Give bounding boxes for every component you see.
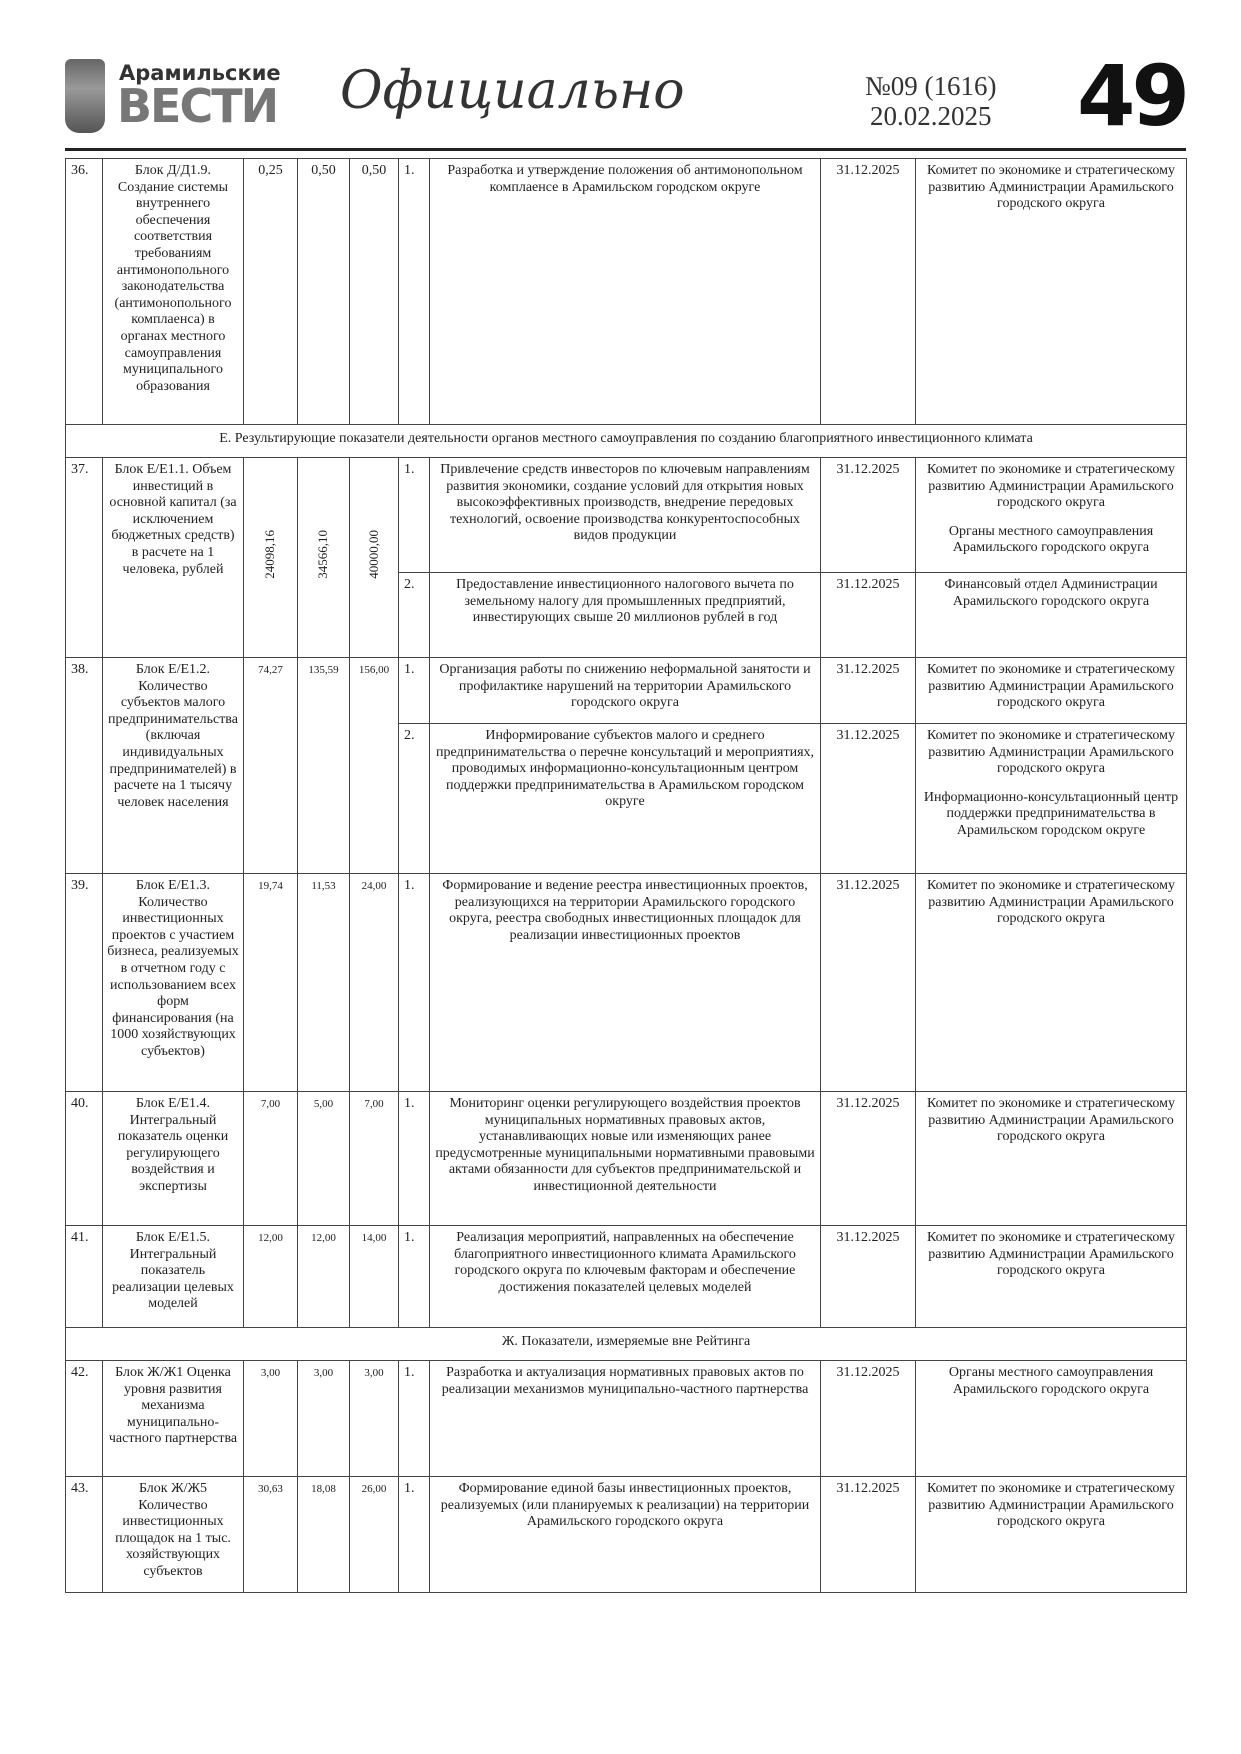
section-row [66, 425, 1187, 458]
responsible [916, 724, 1187, 874]
section-row [66, 1328, 1187, 1361]
responsible [916, 1092, 1187, 1226]
responsible [916, 658, 1187, 724]
responsible-party: Комитет по экономике и стратегическому развитию Администрации Арамильского городского округа [927, 1230, 1175, 1279]
table-row [66, 1226, 1187, 1328]
indicator-name: Блок Ж/Ж5 Количество инвестиционных площадок на 1 тыс. хозяйствующих субъектов [103, 1477, 244, 1593]
deadline: 31.12.2025 [821, 573, 916, 658]
measures-table [65, 158, 1187, 1593]
indicator-value-1: 74,27 [244, 658, 298, 874]
issue-number: №09 (1616) [865, 71, 997, 101]
indicator-value-3: 3,00 [350, 1361, 399, 1477]
deadline: 31.12.2025 [821, 1092, 916, 1226]
row-number: 41. [66, 1226, 103, 1328]
indicator-value-2: 135,59 [298, 658, 350, 874]
measure-number: 1. [399, 658, 430, 724]
section-heading: Е. Результирующие показатели деятельности органов местного самоуправления по созданию благоприятного инвестиционного климата [66, 425, 1187, 458]
table-row [66, 1361, 1187, 1477]
measure-number: 1. [399, 1361, 430, 1477]
deadline: 31.12.2025 [821, 658, 916, 724]
indicator-value-2: 0,50 [298, 159, 350, 425]
indicator-name: Блок Е/Е1.1. Объем инвестиций в основной капитал (за исключением бюджетных средств) в расчете на 1 человека, рублей [103, 458, 244, 658]
deadline: 31.12.2025 [821, 458, 916, 573]
indicator-value-3: 0,50 [350, 159, 399, 425]
deadline: 31.12.2025 [821, 874, 916, 1092]
indicator-value-2: 11,53 [298, 874, 350, 1092]
table-row [66, 1092, 1187, 1226]
responsible-party: Комитет по экономике и стратегическому развитию Администрации Арамильского городского округа [927, 878, 1175, 927]
measure-text: Организация работы по снижению неформальной занятости и профилактике нарушений на территории Арамильского городского округа [430, 658, 821, 724]
indicator-value-2 [298, 458, 350, 658]
responsible-party: Органы местного самоуправления Арамильского городского округа [948, 523, 1154, 556]
measure-text: Разработка и утверждение положения об антимонопольном комплаенсе в Арамильском городском округе [430, 159, 821, 425]
table-row [66, 159, 1187, 425]
measure-text: Формирование и ведение реестра инвестиционных проектов, реализующихся на территории Арамильского городского округа, реестра свободных инвестиционных площадок для реализации инвестиционных проектов [430, 874, 821, 1092]
deadline: 31.12.2025 [821, 1477, 916, 1593]
row-number: 43. [66, 1477, 103, 1593]
indicator-value-3 [350, 458, 399, 658]
indicator-value-2: 3,00 [298, 1361, 350, 1477]
header-rule [65, 148, 1186, 151]
indicator-value-3: 14,00 [350, 1226, 399, 1328]
responsible-party: Информационно-консультационный центр поддержки предпринимательства в Арамильском городском округе [923, 789, 1179, 838]
indicator-value-3: 156,00 [350, 658, 399, 874]
responsible-party: Комитет по экономике и стратегическому развитию Администрации Арамильского городского округа [927, 462, 1175, 511]
deadline: 31.12.2025 [821, 1361, 916, 1477]
responsible-party: Финансовый отдел Администрации Арамильского городского округа [944, 577, 1158, 609]
responsible-party: Комитет по экономике и стратегическому развитию Администрации Арамильского городского округа [927, 163, 1175, 212]
indicator-value-2: 5,00 [298, 1092, 350, 1226]
responsible [916, 1477, 1187, 1593]
responsible [916, 458, 1187, 573]
value-text: 24098,16 [262, 530, 278, 580]
measure-number: 1. [399, 458, 430, 573]
indicator-name: Блок Е/Е1.2. Количество субъектов малого предпринимательства (включая индивидуальных предпринимателей) в расчете на 1 тысячу человек населения [103, 658, 244, 874]
indicator-value-3: 24,00 [350, 874, 399, 1092]
measure-text: Формирование единой базы инвестиционных проектов, реализуемых (или планируемых к реализации) на территории Арамильского городского округа [430, 1477, 821, 1593]
indicator-value-1: 30,63 [244, 1477, 298, 1593]
responsible-party: Комитет по экономике и стратегическому развитию Администрации Арамильского городского округа [927, 1096, 1175, 1145]
measure-text: Предоставление инвестиционного налогового вычета по земельному налогу для промышленных предприятий, инвестирующих свыше 20 миллионов рублей в год [430, 573, 821, 658]
indicator-value-1: 19,74 [244, 874, 298, 1092]
value-text: 34566,10 [315, 530, 331, 580]
row-number: 39. [66, 874, 103, 1092]
indicator-value-2: 12,00 [298, 1226, 350, 1328]
indicator-name: Блок Е/Е1.4. Интегральный показатель оценки регулирующего воздействия и экспертизы [103, 1092, 244, 1226]
deadline: 31.12.2025 [821, 1226, 916, 1328]
indicator-name: Блок Ж/Ж1 Оценка уровня развития механизма муниципально-частного партнерства [103, 1361, 244, 1477]
page-number: 49 [1077, 47, 1186, 145]
newspaper-logo [65, 59, 290, 139]
measure-number: 2. [399, 573, 430, 658]
row-number: 37. [66, 458, 103, 658]
measure-text: Реализация мероприятий, направленных на обеспечение благоприятного инвестиционного климата Арамильского городского округа по ключевым факторам и обеспечение достижения показателей целевых моделей [430, 1226, 821, 1328]
indicator-value-1 [244, 458, 298, 658]
measure-number: 1. [399, 1226, 430, 1328]
measure-text: Информирование субъектов малого и среднего предпринимательства о перечне консультаций и мероприятиях, проводимых информационно-консультационным центром поддержки предпринимательства в Арамильском городском округе [430, 724, 821, 874]
measure-text: Мониторинг оценки регулирующего воздействия проектов муниципальных нормативных правовых актов, устанавливающих новые или изменяющих ранее предусмотренные муниципальными нормативными правовыми актами обязанности для субъектов предпринимательской и инвестиционной деятельности [430, 1092, 821, 1226]
masthead [65, 47, 1186, 145]
responsible [916, 1361, 1187, 1477]
indicator-value-1: 0,25 [244, 159, 298, 425]
table-row [66, 658, 1187, 724]
indicator-name: Блок Е/Е1.3. Количество инвестиционных проектов с участием бизнеса, реализуемых в отчетном году с использованием всех форм финансирования (на 1000 хозяйствующих субъектов) [103, 874, 244, 1092]
issue-info [865, 71, 997, 131]
section-title: Официально [340, 61, 685, 121]
indicator-value-1: 3,00 [244, 1361, 298, 1477]
indicator-name: Блок Е/Е1.5. Интегральный показатель реализации целевых моделей [103, 1226, 244, 1328]
value-text: 40000,00 [365, 530, 381, 580]
indicator-value-2: 18,08 [298, 1477, 350, 1593]
measure-number: 1. [399, 874, 430, 1092]
responsible [916, 874, 1187, 1092]
issue-date: 20.02.2025 [870, 101, 992, 131]
indicator-name: Блок Д/Д1.9. Создание системы внутреннего обеспечения соответствия требованиям антимонопольного законодательства (антимонопольного комплаенса) в органах местного самоуправления муниципального образования [103, 159, 244, 425]
table-row [66, 1477, 1187, 1593]
brand-top: Арамильские [119, 61, 281, 85]
measure-number: 1. [399, 159, 430, 425]
deadline: 31.12.2025 [821, 724, 916, 874]
table-row [66, 874, 1187, 1092]
measure-number: 1. [399, 1477, 430, 1593]
measure-number: 1. [399, 1092, 430, 1226]
responsible [916, 1226, 1187, 1328]
row-number: 40. [66, 1092, 103, 1226]
responsible [916, 573, 1187, 658]
responsible-party: Органы местного самоуправления Арамильского городского округа [948, 1365, 1154, 1397]
indicator-value-1: 12,00 [244, 1226, 298, 1328]
table-row [66, 458, 1187, 573]
brand-bottom: ВЕСТИ [117, 79, 278, 133]
deadline: 31.12.2025 [821, 159, 916, 425]
indicator-value-3: 26,00 [350, 1477, 399, 1593]
indicator-value-3: 7,00 [350, 1092, 399, 1226]
responsible [916, 159, 1187, 425]
measure-text: Разработка и актуализация нормативных правовых актов по реализации механизмов муниципально-частного партнерства [430, 1361, 821, 1477]
responsible-party: Комитет по экономике и стратегическому развитию Администрации Арамильского городского округа [927, 662, 1175, 711]
indicator-value-1: 7,00 [244, 1092, 298, 1226]
row-number: 42. [66, 1361, 103, 1477]
coat-of-arms-icon [65, 59, 105, 133]
row-number: 38. [66, 658, 103, 874]
responsible-party: Комитет по экономике и стратегическому развитию Администрации Арамильского городского округа [927, 1481, 1175, 1530]
responsible-party: Комитет по экономике и стратегическому развитию Администрации Арамильского городского округа [927, 728, 1175, 777]
row-number: 36. [66, 159, 103, 425]
measure-number: 2. [399, 724, 430, 874]
measure-text: Привлечение средств инвесторов по ключевым направлениям развития экономики, создание условий для открытия новых высокоэффективных производств, внедрение передовых технологий, освоение производства конкурентоспособных видов продукции [430, 458, 821, 573]
section-heading: Ж. Показатели, измеряемые вне Рейтинга [66, 1328, 1187, 1361]
